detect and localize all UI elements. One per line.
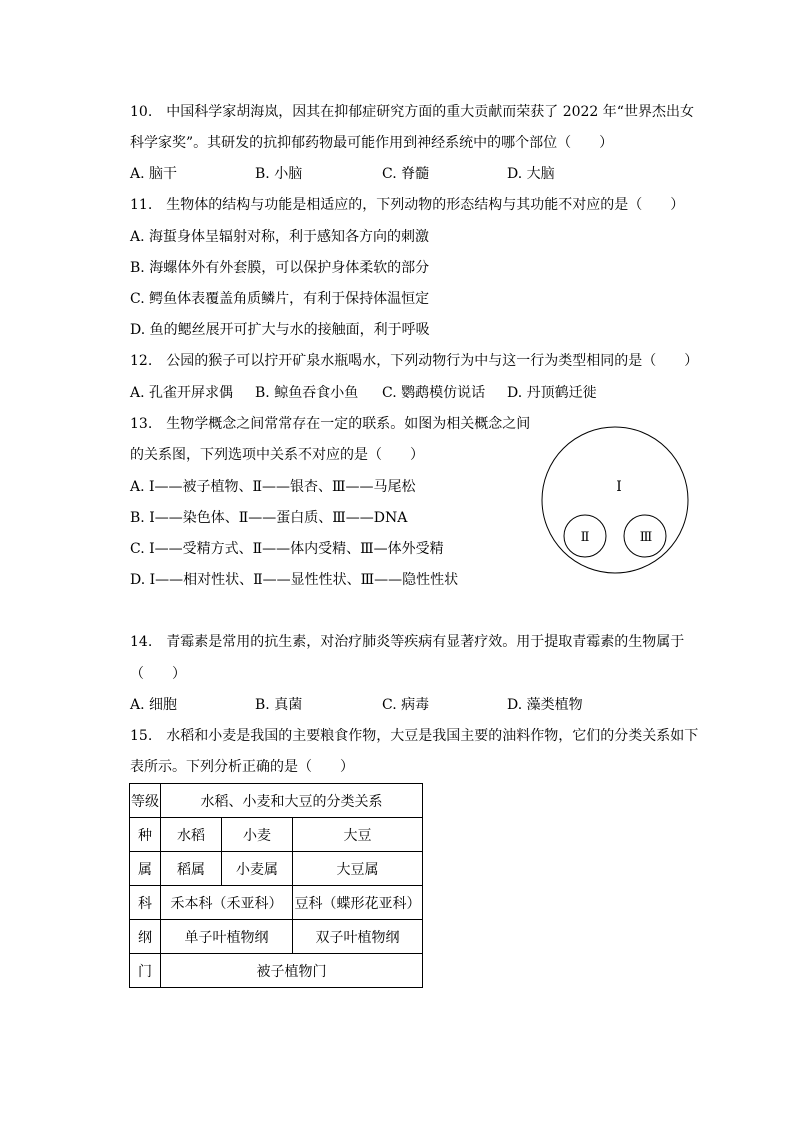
outer-label: Ⅰ — [616, 479, 622, 495]
q13-stem-line1: 13. 生物学概念之间常常存在一定的联系。如图为相关概念之间 — [130, 416, 531, 432]
table-cell: 双子叶植物纲 — [293, 920, 423, 954]
q10-options — [130, 164, 690, 184]
q14-stem-line1: 14. 青霉素是常用的抗生素，对治疗肺炎等疾病有显著疗效。用于提取青霉素的生物属于 — [130, 634, 685, 650]
table-row-phylum — [130, 954, 423, 988]
q14-options — [130, 695, 690, 715]
table-row-family — [130, 886, 423, 920]
q14-option-a: A. 细胞 — [130, 697, 178, 713]
q15-stem-line2: 表所示。下列分析正确的是（ ） — [130, 759, 354, 775]
table-cell: 禾本科（禾亚科） — [161, 886, 293, 920]
table-cell: 大豆 — [293, 818, 423, 852]
q12-option-d: D. 丹顶鹤迁徙 — [507, 385, 597, 401]
q14-option-d: D. 藻类植物 — [507, 697, 583, 713]
q12-options — [130, 383, 690, 403]
q13-option-c: C. Ⅰ——受精方式、Ⅱ——体内受精、Ⅲ—体外受精 — [130, 541, 444, 557]
q11-option-c: C. 鳄鱼体表覆盖角质鳞片，有利于保持体温恒定 — [130, 291, 430, 307]
table-cell: 小麦 — [222, 818, 293, 852]
table-cell: 被子植物门 — [161, 954, 423, 988]
q12-stem: 12. 公园的猴子可以拧开矿泉水瓶喝水，下列动物行为中与这一行为类型相同的是（ ） — [130, 353, 699, 369]
q11-option-a: A. 海蜇身体呈辐射对称，利于感知各方向的刺激 — [130, 229, 430, 245]
q13-option-d: D. Ⅰ——相对性状、Ⅱ——显性性状、Ⅲ——隐性性状 — [130, 572, 459, 588]
q14-stem-line2: （ ） — [130, 666, 186, 682]
table-cell: 水稻、小麦和大豆的分类关系 — [161, 784, 423, 818]
q13-option-b: B. Ⅰ——染色体、Ⅱ——蛋白质、Ⅲ——DNA — [130, 510, 408, 526]
table-cell: 豆科（蝶形花亚科） — [293, 886, 423, 920]
table-cell: 种 — [130, 818, 161, 852]
table-cell: 大豆属 — [293, 852, 423, 886]
q10-option-b: B. 小脑 — [255, 166, 303, 182]
q14-option-b: B. 真菌 — [255, 697, 303, 713]
table-row-genus — [130, 852, 423, 886]
q13-option-a: A. Ⅰ——被子植物、Ⅱ——银杏、Ⅲ——马尾松 — [130, 479, 416, 495]
table-cell: 纲 — [130, 920, 161, 954]
q10-option-d: D. 大脑 — [507, 166, 555, 182]
table-cell: 水稻 — [161, 818, 222, 852]
table-cell: 门 — [130, 954, 161, 988]
q10-stem-line2: 科学家奖”。其研发的抗抑郁药物最可能作用到神经系统中的哪个部位（ ） — [130, 135, 614, 151]
table-cell: 等级 — [130, 784, 161, 818]
outer-circle — [542, 427, 688, 573]
q15-stem-line1: 15. 水稻和小麦是我国的主要粮食作物，大豆是我国主要的油料作物，它们的分类关系如下 — [130, 728, 699, 744]
q10-option-c: C. 脊髓 — [382, 166, 430, 182]
table-cell: 单子叶植物纲 — [161, 920, 293, 954]
q10-option-a: A. 脑干 — [130, 166, 178, 182]
q10-stem-line1: 10. 中国科学家胡海岚，因其在抑郁症研究方面的重大贡献而荣获了 2022 年“世界杰出女 — [130, 104, 694, 120]
right-label: Ⅲ — [639, 530, 653, 545]
table-cell: 稻属 — [161, 852, 222, 886]
table-cell: 科 — [130, 886, 161, 920]
q11-option-d: D. 鱼的鳃丝展开可扩大与水的接触面，利于呼吸 — [130, 322, 430, 338]
q11-stem: 11. 生物体的结构与功能是相适应的，下列动物的形态结构与其功能不对应的是（ ） — [130, 197, 685, 213]
table-cell: 小麦属 — [222, 852, 293, 886]
table-row-class — [130, 920, 423, 954]
classification-table — [129, 783, 423, 988]
table-row-header — [130, 784, 423, 818]
q12-option-b: B. 鲸鱼吞食小鱼 — [255, 385, 359, 401]
q14-option-c: C. 病毒 — [382, 697, 430, 713]
left-label: Ⅱ — [580, 530, 590, 545]
table-cell: 属 — [130, 852, 161, 886]
table-row-species — [130, 818, 423, 852]
q13-stem-line2: 的关系图，下列选项中关系不对应的是（ ） — [130, 447, 424, 463]
q11-option-b: B. 海螺体外有外套膜，可以保护身体柔软的部分 — [130, 260, 430, 276]
concept-relation-diagram — [540, 420, 694, 582]
q12-option-c: C. 鹦鹉模仿说话 — [382, 385, 486, 401]
q12-option-a: A. 孔雀开屏求偶 — [130, 385, 234, 401]
